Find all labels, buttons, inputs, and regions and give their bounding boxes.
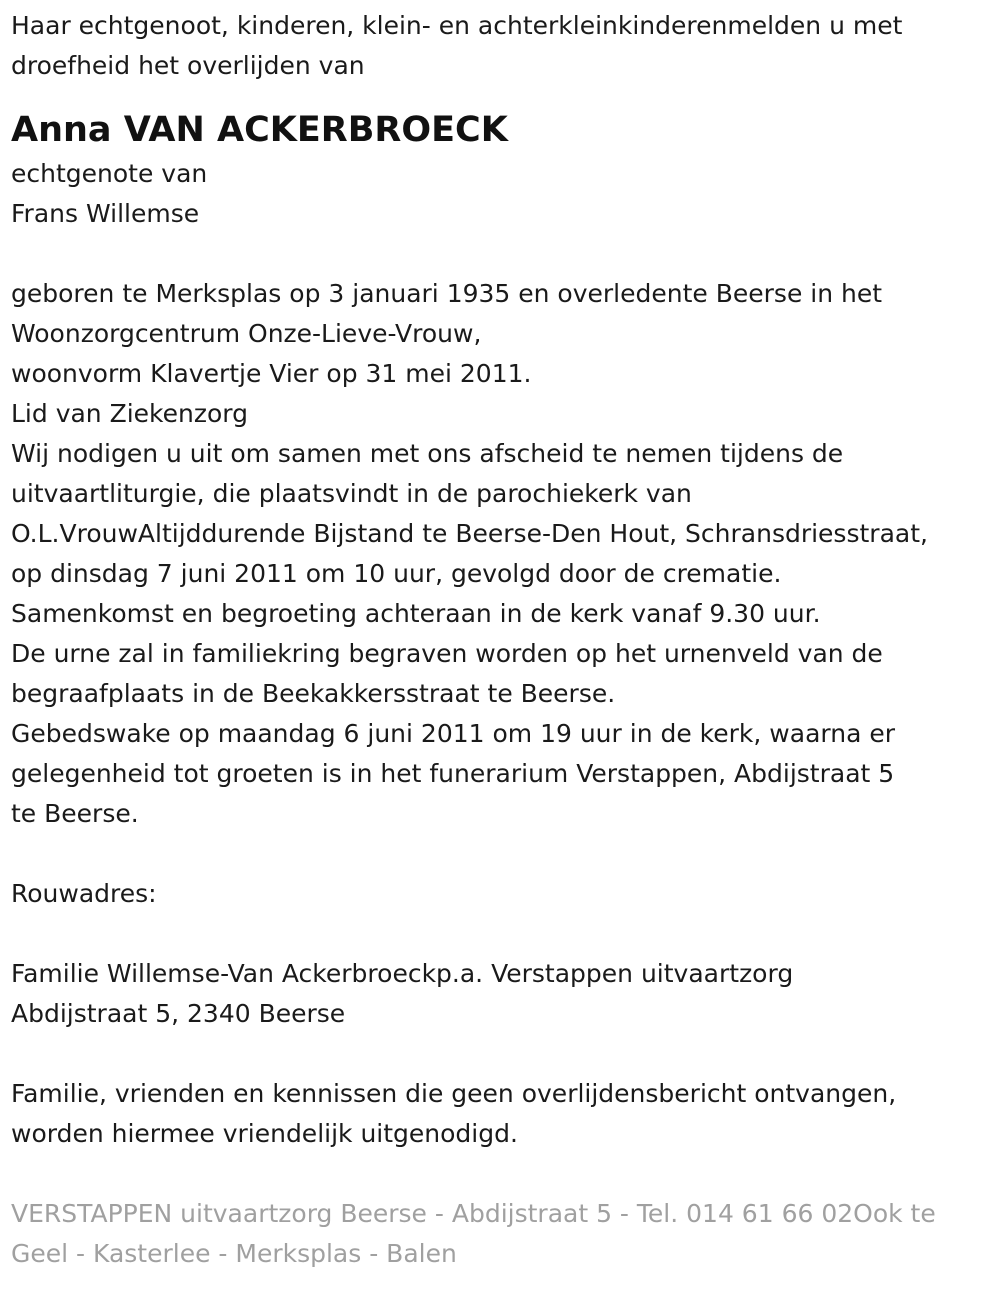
details-text [11,274,996,834]
intro-text [11,6,996,86]
mourning-address [11,954,996,1034]
details-line: Gebedswake op maandag 6 juni 2011 om 19 uur in de kerk, waarna er [11,719,895,748]
death-notice [11,6,996,1274]
details-line: gelegenheid tot groeten is in het funerarium Verstappen, Abdijstraat 5 [11,759,895,788]
intro-line: droefheid het overlijden van [11,51,365,80]
invitation-text [11,1074,996,1154]
spacer [11,914,996,954]
footer-line: VERSTAPPEN uitvaartzorg Beerse - Abdijstraat 5 - Tel. 014 61 66 02Ook te [11,1199,936,1228]
details-line: begraafplaats in de Beekakkersstraat te Beerse. [11,679,616,708]
spacer [11,234,996,274]
details-line: te Beerse. [11,799,139,828]
details-line: O.L.VrouwAltijddurende Bijstand te Beerse-Den Hout, Schransdriesstraat, [11,519,928,548]
address-line: Familie Willemse-Van Ackerbroeckp.a. Verstappen uitvaartzorg [11,959,794,988]
address-line: Abdijstraat 5, 2340 Beerse [11,999,346,1028]
funeral-home-footer [11,1194,996,1274]
footer-line: Geel - Kasterlee - Merksplas - Balen [11,1239,457,1268]
relation-text [11,154,996,234]
details-line: De urne zal in familiekring begraven worden op het urnenveld van de [11,639,883,668]
relation-line: echtgenote van [11,159,208,188]
spacer [11,834,996,874]
spacer [11,1154,996,1194]
relation-line: Frans Willemse [11,199,200,228]
details-line: Samenkomst en begroeting achteraan in de kerk vanaf 9.30 uur. [11,599,821,628]
details-line: geboren te Merksplas op 3 januari 1935 en overledente Beerse in het [11,279,883,308]
details-line: op dinsdag 7 juni 2011 om 10 uur, gevolgd door de crematie. [11,559,782,588]
intro-line: Haar echtgenoot, kinderen, klein- en achterkleinkinderenmelden u met [11,11,903,40]
details-line: Woonzorgcentrum Onze-Lieve-Vrouw, [11,319,482,348]
details-line: uitvaartliturgie, die plaatsvindt in de parochiekerk van [11,479,692,508]
spacer [11,1034,996,1074]
details-line: woonvorm Klavertje Vier op 31 mei 2011. [11,359,532,388]
invitation-line: worden hiermee vriendelijk uitgenodigd. [11,1119,518,1148]
details-line: Lid van Ziekenzorg [11,399,248,428]
deceased-name: Anna VAN ACKERBROECK [11,110,508,150]
invitation-line: Familie, vrienden en kennissen die geen overlijdensbericht ontvangen, [11,1079,897,1108]
mourning-address-label: Rouwadres: [11,879,157,908]
details-line: Wij nodigen u uit om samen met ons afscheid te nemen tijdens de [11,439,844,468]
